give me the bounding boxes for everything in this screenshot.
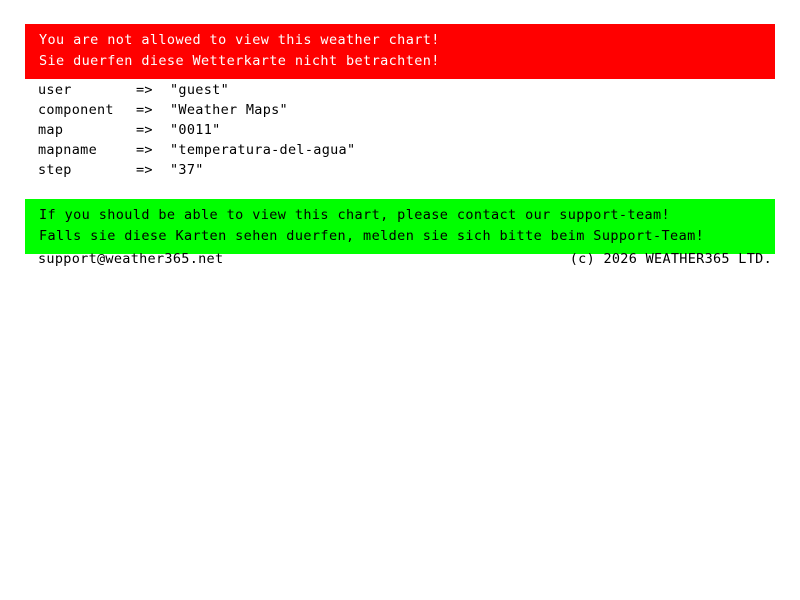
error-banner-line-de: Sie duerfen diese Wetterkarte nicht betrachten! <box>39 53 440 69</box>
details-list <box>38 80 758 180</box>
detail-arrow: => <box>136 122 153 138</box>
detail-key: mapname <box>38 142 97 158</box>
detail-value: "guest" <box>170 82 229 98</box>
detail-key: component <box>38 102 114 118</box>
detail-key: map <box>38 122 64 138</box>
detail-arrow: => <box>136 82 153 98</box>
detail-key: user <box>38 82 72 98</box>
error-banner <box>25 24 775 79</box>
info-banner-line-en: If you should be able to view this chart, please contact our support-team! <box>39 207 671 223</box>
detail-value: "Weather Maps" <box>170 102 288 118</box>
detail-value: "0011" <box>170 122 221 138</box>
info-banner-line-de: Falls sie diese Karten sehen duerfen, melden sie sich bitte beim Support-Team! <box>39 228 705 244</box>
detail-row-component <box>38 100 758 120</box>
detail-value: "37" <box>170 162 204 178</box>
detail-arrow: => <box>136 142 153 158</box>
footer <box>38 250 772 268</box>
detail-row-step <box>38 160 758 180</box>
detail-arrow: => <box>136 102 153 118</box>
detail-row-mapname <box>38 140 758 160</box>
copyright-text: (c) 2026 WEATHER365 LTD. <box>569 251 772 267</box>
detail-row-map <box>38 120 758 140</box>
support-email-link[interactable]: support@weather365.net <box>38 251 224 267</box>
detail-value: "temperatura-del-agua" <box>170 142 356 158</box>
info-banner <box>25 199 775 254</box>
error-banner-line-en: You are not allowed to view this weather chart! <box>39 32 440 48</box>
detail-key: step <box>38 162 72 178</box>
detail-arrow: => <box>136 162 153 178</box>
detail-row-user <box>38 80 758 100</box>
